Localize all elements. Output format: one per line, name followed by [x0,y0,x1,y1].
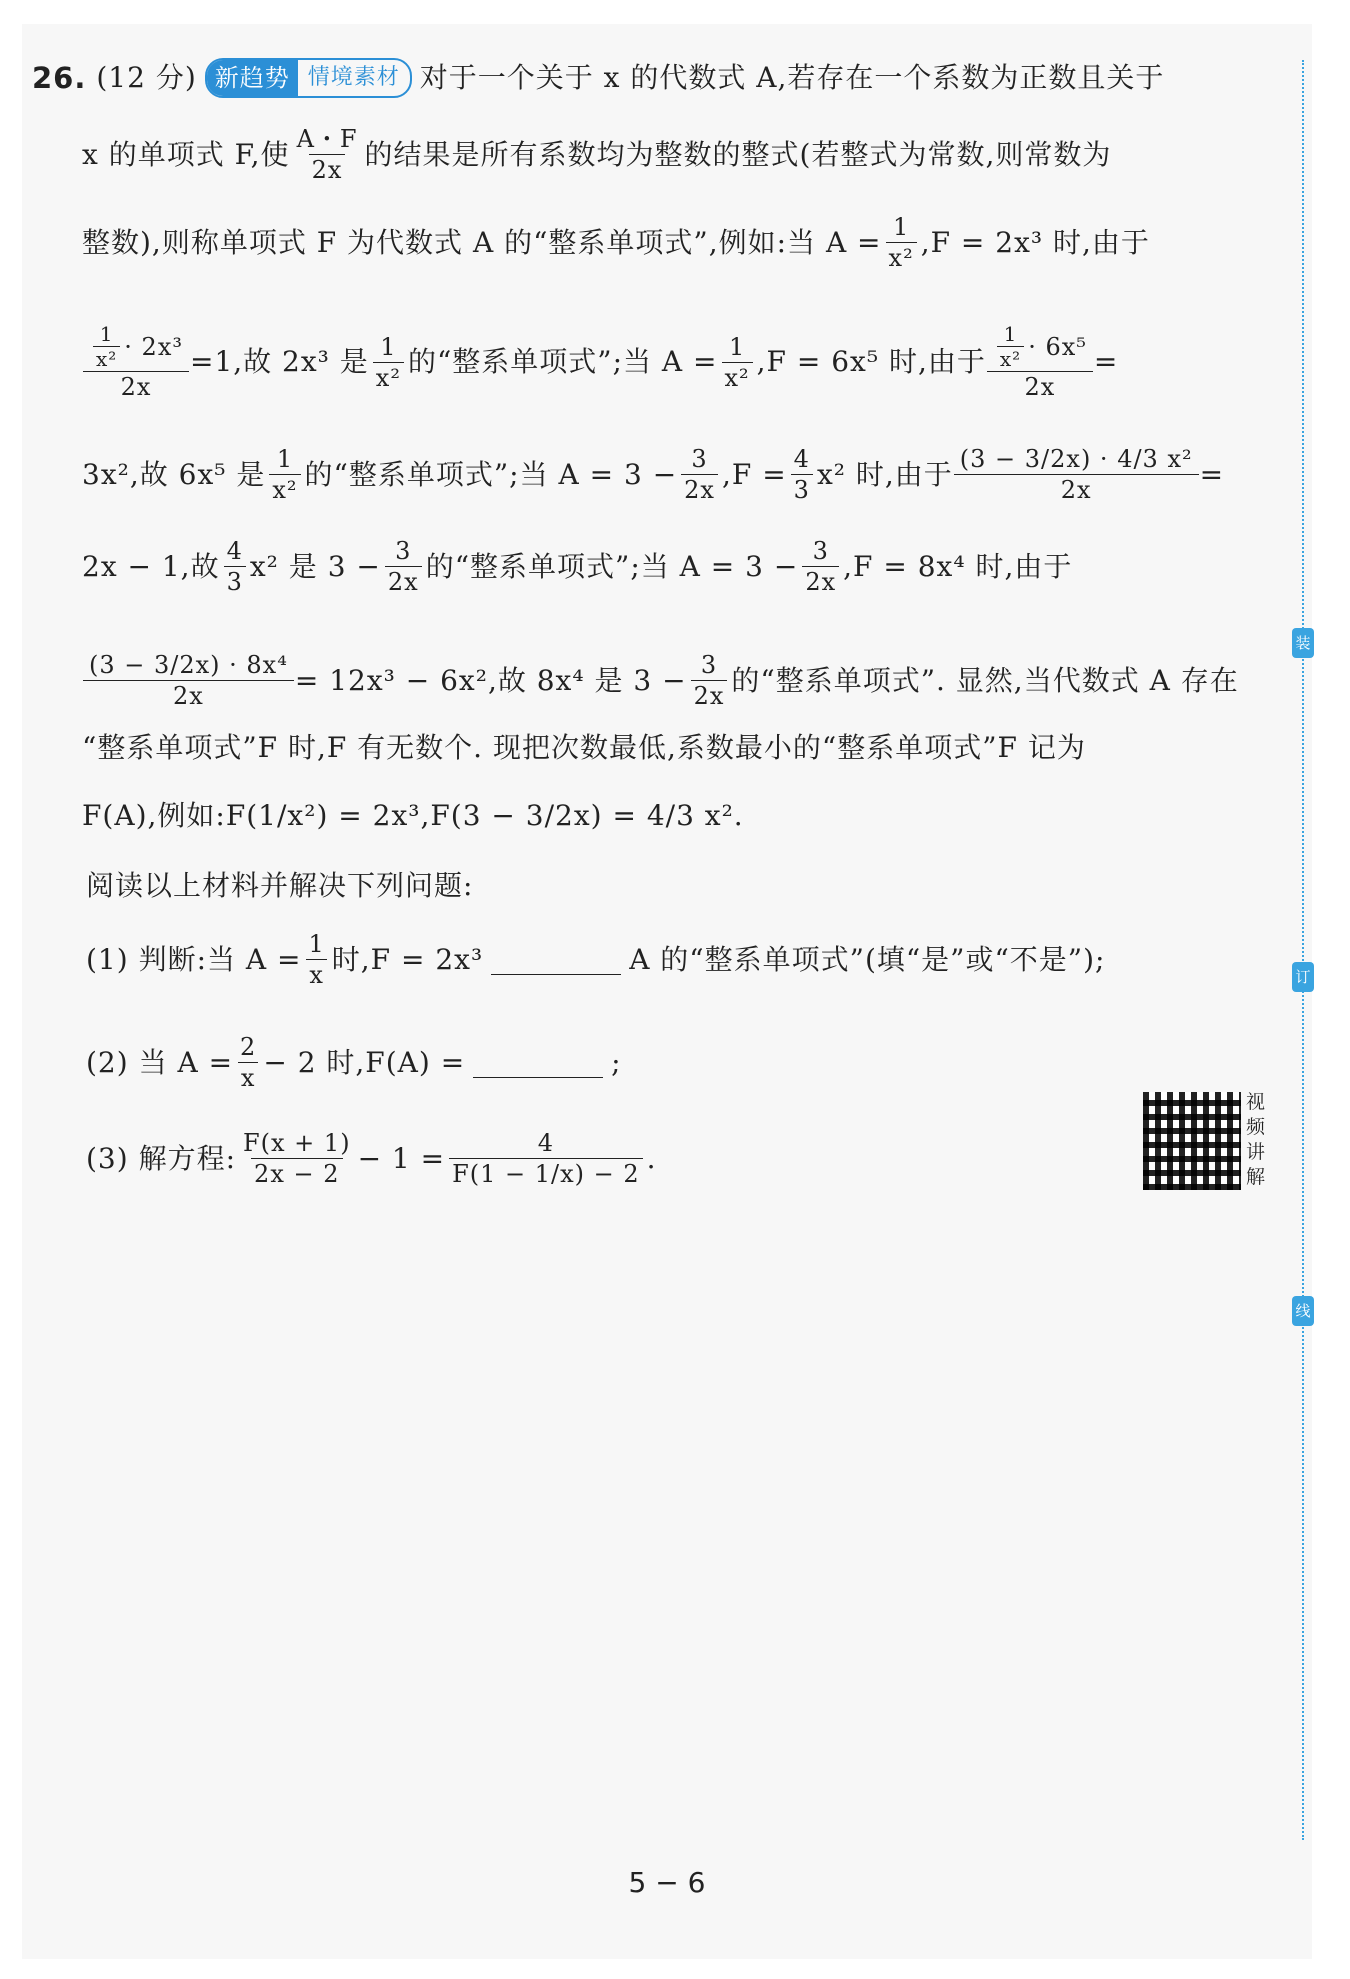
page-number: 5 − 6 [628,1866,706,1899]
denominator: 2x [83,680,294,711]
q3-text-a: (3) 解方程: [86,1141,236,1175]
fraction-3-over-2x [681,444,718,505]
numerator: 3 [700,651,718,679]
binding-mark-2: 订 [1292,962,1314,992]
question-2 [86,1032,622,1093]
numerator: 2 [240,1033,257,1061]
compound-fraction-2 [990,322,1090,402]
text-line-3a: 整数),则称单项式 F 为代数式 A 的“整系单项式”,例如:当 A = [82,225,882,259]
qr-video-label: 视频讲解 [1246,1091,1266,1188]
problem-number: 26. [32,61,87,95]
denominator: x² [997,346,1024,371]
trend-tag-secondary: 情境素材 [307,65,400,90]
numerator: 1 [1003,322,1018,346]
text-line-4b: 的“整系单项式”;当 A = [407,345,718,378]
binding-mark-3: 线 [1292,1296,1314,1326]
denominator: 2x [691,680,728,711]
numerator: (3 − 3/2x) · 8x⁴ [89,651,288,679]
numerator: 1 [380,332,397,361]
read-instruction [86,866,473,906]
fraction-1-over-x2 [886,212,917,273]
numerator: 4 [537,1129,555,1157]
problem-line-8 [82,728,1086,768]
text-line-5a: 3x²,故 6x⁵ 是 [82,457,266,491]
trend-tag [205,58,412,98]
text-line-3b: ,F = 2x³ 时,由于 [920,225,1150,259]
numerator: (3 − 3/2x) · 4/3 x² [959,445,1193,473]
read-text: 阅读以上材料并解决下列问题: [86,869,474,902]
numerator: 4 [226,537,243,565]
problem-points: (12 分) [96,61,197,94]
denominator: x [238,1062,259,1093]
fraction-4-over-3 [224,536,246,597]
denominator: 2x [987,371,1093,402]
numerator-tail: · 2x³ [124,332,183,361]
question-3 [86,1128,657,1189]
text-line-7b: 的“整系单项式”. 显然,当代数式 A 存在 [731,663,1239,697]
q2-text-a: (2) 当 A = [86,1045,234,1079]
text-line-5d: x² 时,由于 [816,457,953,491]
fraction-1-over-x2 [722,332,753,393]
denominator: x² [93,346,120,371]
numerator: 3 [691,445,708,473]
compound-fraction-3 [957,444,1196,505]
text-line-7a: = 12x³ − 6x²,故 8x⁴ 是 3 − [294,663,687,697]
numerator: 1 [99,322,114,346]
binding-line [1302,60,1304,1840]
trend-tag-primary: 新趋势 [207,60,298,96]
fraction-2-over-x [237,1032,259,1093]
denominator: 2x [681,474,718,505]
text-line-2b: 的结果是所有系数均为整数的整式(若整式为常数,则常数为 [364,137,1112,171]
q3-text-c: . [646,1141,657,1175]
denominator: 2x − 2 [251,1158,342,1189]
denominator: 2x [83,371,189,402]
equals-sign: = [1093,345,1119,378]
q3-text-b: − 1 = [357,1141,446,1175]
fraction-3-over-2x [691,650,728,711]
fraction-1-over-x [305,929,327,990]
q1-text-a: (1) 判断:当 A = [86,942,302,976]
qr-code[interactable] [1143,1092,1241,1190]
fraction-1-over-x2 [373,332,404,393]
q1-text-b: 时,F = 2x³ [331,942,484,976]
numerator: 3 [395,537,412,565]
text-line-5b: 的“整系单项式”;当 A = 3 − [304,457,678,491]
compound-fraction-1 [86,322,186,402]
problem-line-2 [82,124,1111,185]
text-line-6c: 的“整系单项式”;当 A = 3 − [425,549,799,583]
problem-line-3 [82,212,1150,273]
question-1 [86,929,1105,990]
problem-line-1 [32,58,1164,98]
binding-mark-1: 装 [1292,628,1314,658]
numerator: 1 [892,213,910,241]
fraction-equation-left [240,1128,354,1189]
denominator: 2x [309,154,346,185]
q2-text-c: ; [611,1045,622,1079]
q1-answer-blank[interactable] [491,944,621,975]
problem-line-7 [82,650,1239,711]
q2-text-b: − 2 时,F(A) = [263,1045,466,1079]
fraction-1-over-x2 [269,444,300,505]
fraction-4-over-3 [791,444,813,505]
text-line-9: F(A),例如:F(1/x²) = 2x³,F(3 − 3/2x) = 4/3 x². [82,799,744,832]
text-line-6b: x² 是 3 − [249,549,381,583]
denominator: x [306,959,327,990]
numerator: 1 [728,332,746,361]
denominator: x² [722,362,753,393]
text-line-1: 对于一个关于 x 的代数式 A,若存在一个系数为正数且关于 [419,61,1165,94]
fraction-af-over-2x [294,124,361,185]
numerator-tail: · 6x⁵ [1028,332,1087,361]
text-line-2a: x 的单项式 F,使 [82,137,290,171]
numerator: F(x + 1) [243,1129,351,1157]
fraction-3-over-2x [802,536,839,597]
q2-answer-blank[interactable] [473,1047,603,1078]
problem-line-5 [82,444,1224,505]
denominator: 3 [224,566,246,597]
denominator: x² [886,242,917,273]
denominator: x² [373,362,404,393]
text-line-5c: ,F = [721,457,787,491]
worksheet-page [22,24,1312,1959]
denominator: F(1 − 1/x) − 2 [449,1158,643,1189]
numerator: 1 [276,445,294,473]
text-line-6d: ,F = 8x⁴ 时,由于 [843,549,1073,583]
text-line-8: “整系单项式”F 时,F 有无数个. 现把次数最低,系数最小的“整系单项式”F 记为 [82,731,1086,764]
denominator: 3 [791,474,813,505]
fraction-equation-right [449,1128,643,1189]
problem-line-6 [82,536,1072,597]
denominator: x² [269,474,300,505]
q1-text-c: A 的“整系单项式”(填“是”或“不是”); [629,942,1106,976]
equals-sign: = [1199,457,1225,491]
fraction-3-over-2x [385,536,422,597]
numerator: 1 [308,930,325,958]
numerator: 3 [812,537,829,565]
denominator: 2x [385,566,422,597]
text-line-6a: 2x − 1,故 [82,549,220,583]
denominator: 2x [954,474,1199,505]
denominator: 2x [802,566,839,597]
problem-line-4 [82,322,1118,402]
problem-line-9 [82,796,744,836]
compound-fraction-4 [86,650,291,711]
numerator: 4 [793,445,810,473]
text-line-4c: ,F = 6x⁵ 时,由于 [756,345,986,378]
text-line-4a: =1,故 2x³ 是 [189,345,369,378]
numerator: A・F [296,125,358,153]
